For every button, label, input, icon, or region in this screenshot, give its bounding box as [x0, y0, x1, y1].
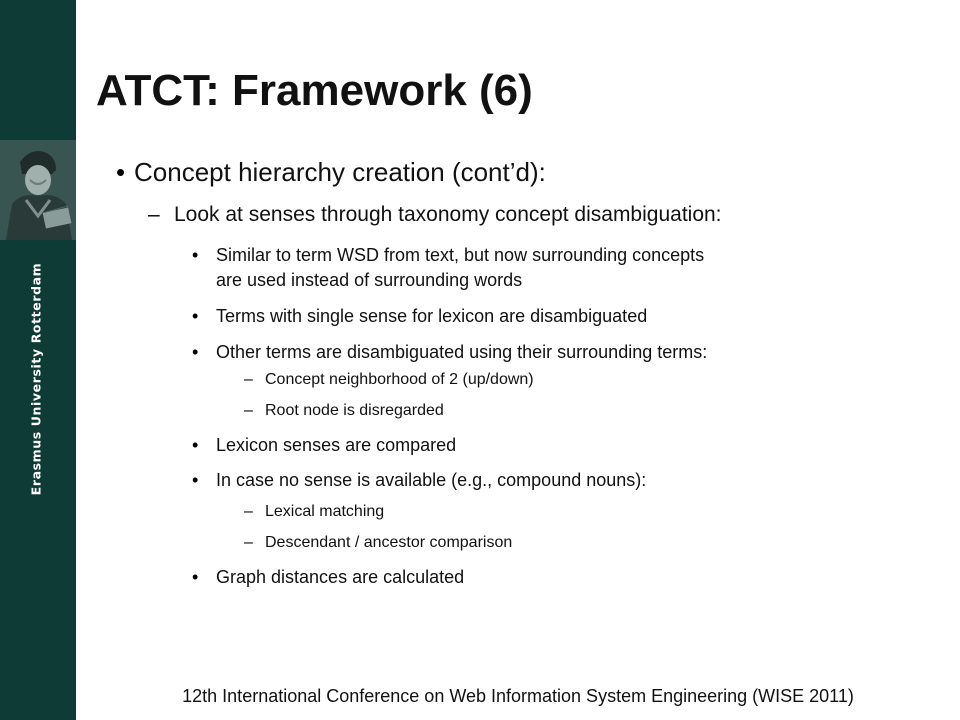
bullet-marker: •	[116, 157, 126, 187]
bullet-level3-text: Similar to term WSD from text, but now surrounding concepts	[216, 245, 705, 265]
dash-marker: –	[244, 371, 253, 388]
bullet-marker: •	[192, 306, 199, 326]
dash-marker: –	[244, 503, 253, 520]
bullet-level3-text: In case no sense is available (e.g., compound nouns):	[216, 470, 647, 490]
bullet-level3-text: Terms with single sense for lexicon are disambiguated	[216, 306, 648, 326]
university-name-text: Erasmus University Rotterdam	[28, 262, 44, 496]
bullet-level3-text: Lexicon senses are compared	[216, 435, 457, 455]
bullet-level3-text: Other terms are disambiguated using their surrounding terms:	[216, 342, 708, 362]
slide-footer: 12th International Conference on Web Information System Engineering (WISE 2011)	[182, 686, 854, 706]
bullet-level3-text-continued: are used instead of surrounding words	[216, 270, 523, 290]
bullet-marker: •	[192, 342, 199, 362]
bullet-level1-text: Concept hierarchy creation (cont’d):	[134, 157, 546, 187]
dash-level4-text: Descendant / ancestor comparison	[265, 534, 513, 551]
dash-level4-text: Concept neighborhood of 2 (up/down)	[265, 371, 534, 388]
university-name-vertical	[22, 262, 50, 496]
bullet-marker: •	[192, 470, 199, 490]
dash-marker: –	[148, 203, 160, 226]
bullet-marker: •	[192, 567, 199, 587]
sidebar-band	[0, 0, 76, 720]
bullet-marker: •	[192, 435, 199, 455]
dash-level2-text: Look at senses through taxonomy concept disambiguation:	[174, 203, 722, 226]
dash-marker: –	[244, 402, 253, 419]
bullet-marker: •	[192, 245, 199, 265]
dash-level4-text: Lexical matching	[265, 503, 385, 520]
slide-title: ATCT: Framework (6)	[96, 66, 533, 115]
bullet-level3-text: Graph distances are calculated	[216, 567, 465, 587]
dash-level4-text: Root node is disregarded	[265, 402, 444, 419]
erasmus-portrait-image	[0, 140, 76, 240]
dash-marker: –	[244, 534, 253, 551]
